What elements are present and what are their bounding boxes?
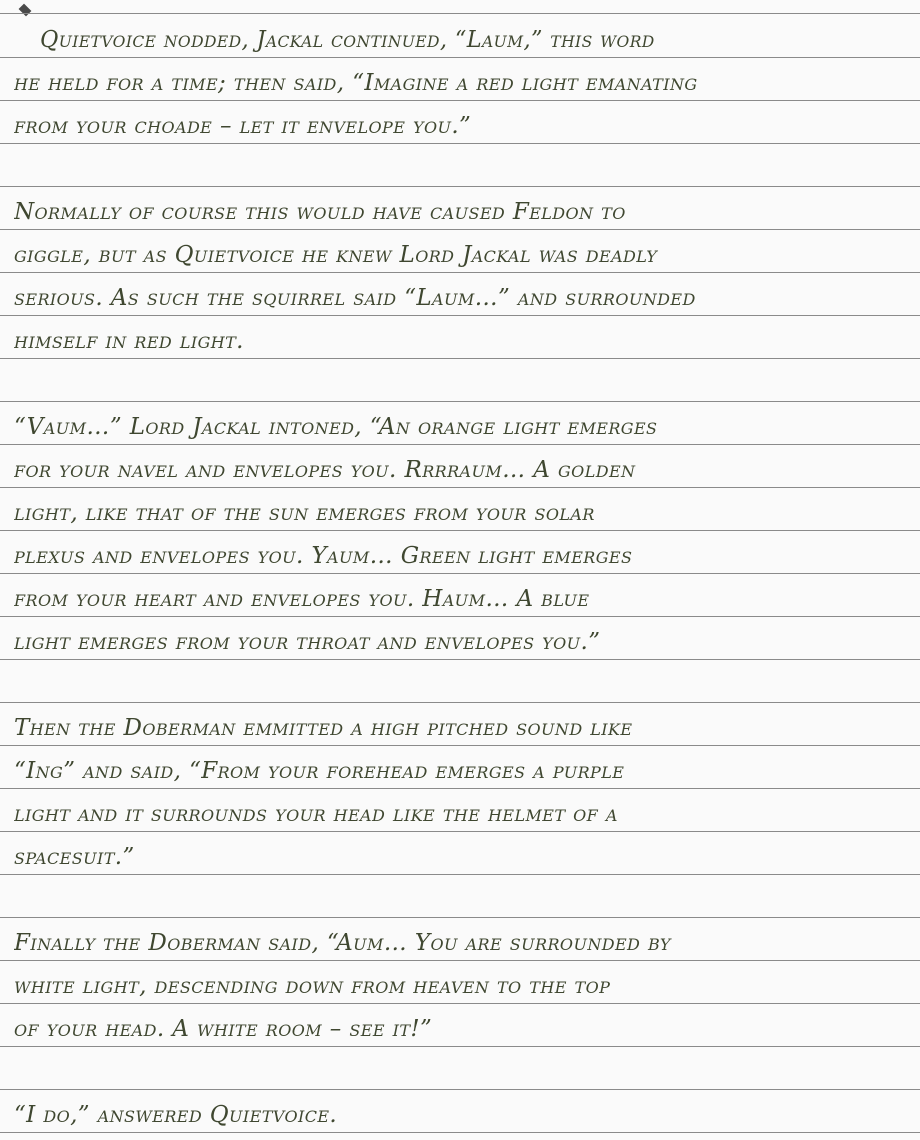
corner-mark-icon <box>19 4 32 17</box>
handwritten-line: plexus and envelopes you. Yaum… Green light emerges <box>14 543 633 569</box>
handwritten-line: light emerges from your throat and envelopes you.” <box>14 629 601 655</box>
handwritten-line: Normally of course this would have caused Feldon to <box>14 199 626 225</box>
handwritten-line: serious. As such the squirrel said “Laum…” and surrounded <box>14 285 696 311</box>
handwritten-line: himself in red light. <box>14 328 244 354</box>
ruled-line <box>0 13 920 14</box>
handwritten-line: light and it surrounds your head like the helmet of a <box>14 801 618 827</box>
handwritten-line: from your heart and envelopes you. Haum… A blue <box>14 586 590 612</box>
ruled-line <box>0 917 920 918</box>
ruled-line <box>0 186 920 187</box>
handwritten-line: of your head. A white room – see it!” <box>14 1016 433 1042</box>
handwritten-line: spacesuit.” <box>14 844 135 870</box>
handwritten-line: Then the Doberman emmitted a high pitched sound like <box>14 715 633 741</box>
ruled-line <box>0 702 920 703</box>
handwritten-line: “Ing” and said, “From your forehead emerges a purple <box>14 758 625 784</box>
handwritten-line: giggle, but as Quietvoice he knew Lord Jackal was deadly <box>14 242 658 268</box>
handwritten-line: “I do,” answered Quietvoice. <box>14 1102 338 1128</box>
handwritten-line: he held for a time; then said, “Imagine a red light emanating <box>14 70 698 96</box>
ruled-line <box>0 1089 920 1090</box>
handwritten-line: Quietvoice nodded, Jackal continued, “Laum,” this word <box>40 27 655 53</box>
handwritten-line: Finally the Doberman said, “Aum… You are surrounded by <box>14 930 671 956</box>
handwritten-line: from your choade – let it envelope you.” <box>14 113 472 139</box>
handwritten-line: light, like that of the sun emerges from your solar <box>14 500 595 526</box>
handwritten-line: for your navel and envelopes you. Rrrraum… A golden <box>14 457 636 483</box>
handwritten-line: “Vaum…” Lord Jackal intoned, “An orange light emerges <box>14 414 658 440</box>
ruled-line <box>0 401 920 402</box>
handwritten-line: white light, descending down from heaven to the top <box>14 973 611 999</box>
